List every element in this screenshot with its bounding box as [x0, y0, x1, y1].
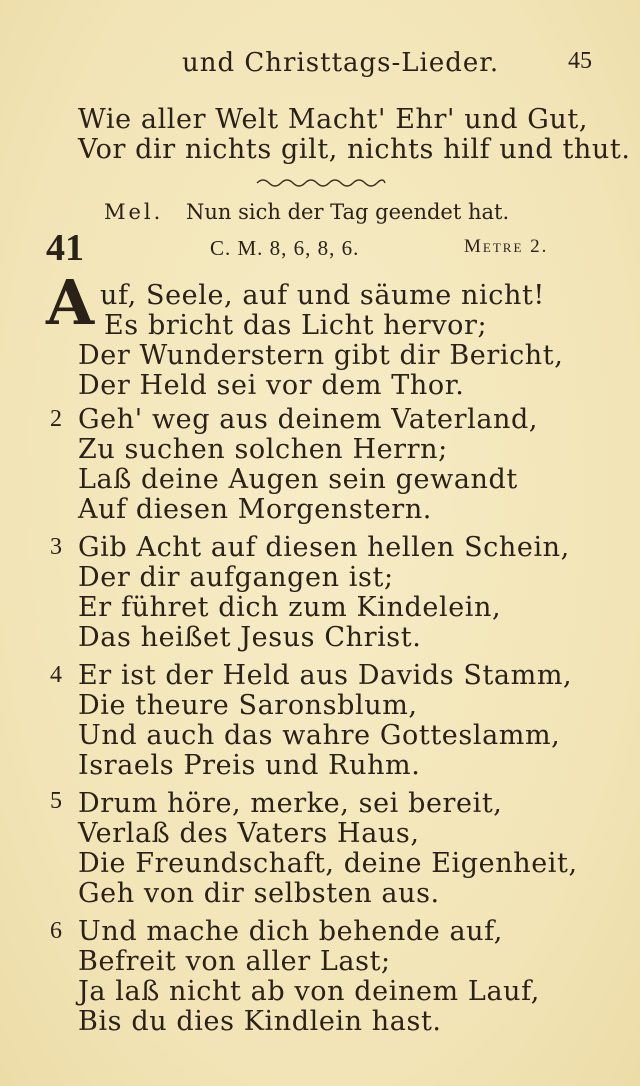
drop-cap: A	[46, 266, 95, 339]
verse-line: Drum höre, merke, sei bereit,	[78, 788, 503, 819]
hymn-number: 41	[46, 227, 84, 269]
melody-reference	[104, 200, 509, 224]
melody-title: Nun sich der Tag geendet hat.	[186, 200, 510, 224]
verse-line: Laß deine Augen sein gewandt	[78, 464, 518, 495]
verse-line: Geh von dir selbsten aus.	[78, 878, 440, 909]
verse-line: uf, Seele, auf und säume nicht!	[100, 280, 545, 311]
verse-line: Israels Preis und Ruhm.	[78, 750, 421, 781]
verse-number: 4	[50, 662, 62, 688]
previous-hymn-line: Vor dir nichts gilt, nichts hilf und thut.	[78, 134, 631, 165]
meter-name: Metre 2.	[464, 236, 549, 257]
ornamental-divider	[255, 176, 387, 190]
verse-line: Befreit von aller Last;	[78, 946, 391, 977]
verse-line: Und auch das wahre Gotteslamm,	[78, 720, 561, 751]
verse-line: Er führet dich zum Kindelein,	[78, 592, 502, 623]
running-head: und Christtags-Lieder.	[182, 48, 500, 78]
verse-number: 2	[50, 406, 62, 432]
verse-line: Es bricht das Licht hervor;	[104, 310, 488, 341]
verse-line: Die Freundschaft, deine Eigenheit,	[78, 848, 578, 879]
verse-line: Der dir aufgangen ist;	[78, 562, 394, 593]
meter: C. M. 8, 6, 8, 6.	[210, 236, 360, 260]
verse-line: Geh' weg aus deinem Vaterland,	[78, 404, 539, 435]
verse-line: Die theure Saronsblum,	[78, 690, 418, 721]
verse-line: Der Wunderstern gibt dir Bericht,	[78, 340, 564, 371]
verse-line: Auf diesen Morgenstern.	[78, 494, 432, 525]
verse-line: Gib Acht auf diesen hellen Schein,	[78, 532, 570, 563]
verse-line: Und mache dich behende auf,	[78, 916, 503, 947]
page-header	[0, 48, 640, 84]
melody-label: Mel.	[104, 200, 164, 224]
verse-line: Zu suchen solchen Herrn;	[78, 434, 448, 465]
verse-number: 5	[50, 788, 62, 814]
verse-line: Der Held sei vor dem Thor.	[78, 370, 465, 401]
verse-number: 6	[50, 918, 62, 944]
verse-line: Verlaß des Vaters Haus,	[78, 818, 420, 849]
verse-line: Er ist der Held aus Davids Stamm,	[78, 660, 573, 691]
verse-number: 3	[50, 534, 62, 560]
page-number: 45	[568, 48, 592, 74]
verse-line: Ja laß nicht ab von deinem Lauf,	[78, 976, 540, 1007]
verse-line: Das heißet Jesus Christ.	[78, 622, 422, 653]
previous-hymn-line: Wie aller Welt Macht' Ehr' und Gut,	[78, 104, 589, 135]
verse-line: Bis du dies Kindlein hast.	[78, 1006, 442, 1037]
